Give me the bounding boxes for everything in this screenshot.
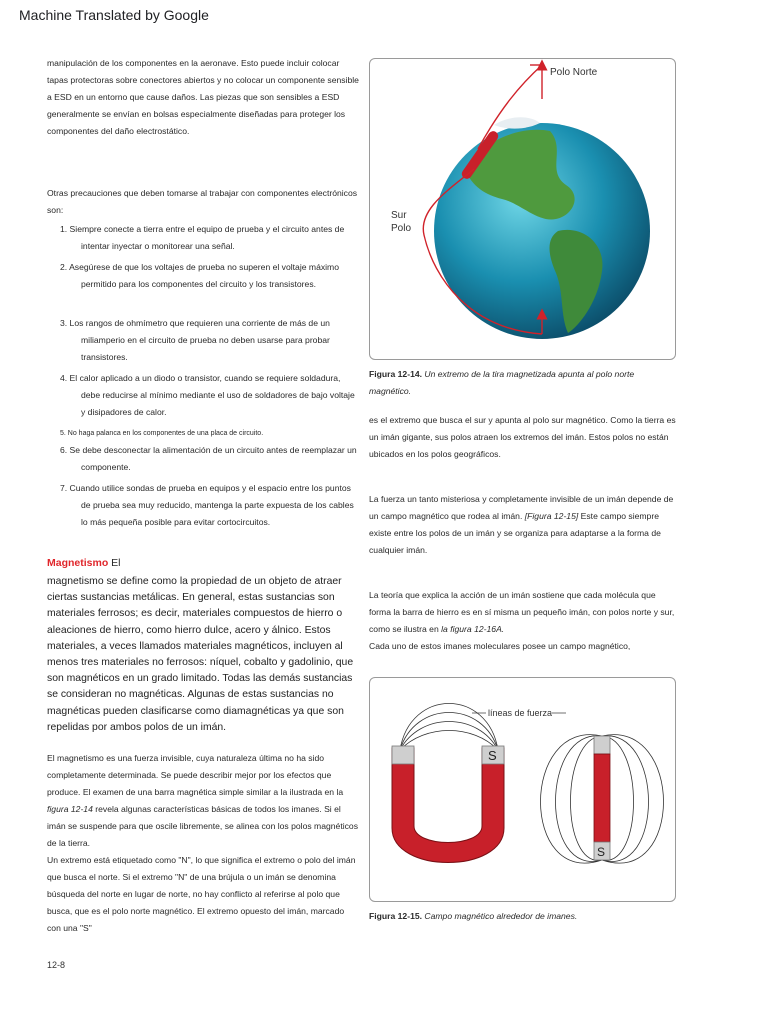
magnetism-section — [47, 555, 360, 736]
precautions-list — [47, 221, 360, 531]
horseshoe-s-label: S — [488, 748, 497, 763]
lines-of-force-label: líneas de fuerza — [488, 708, 553, 718]
bar-s-label: S — [597, 845, 606, 859]
figure-12-15 — [369, 677, 676, 902]
caption-text: Campo magnético alrededor de imanes. — [422, 911, 578, 921]
body2-text-a: El magnetismo es una fuerza invisible, cuya naturaleza última no ha sido completamente determinada. Se puede describir mejor por los efectos que produce. El examen de una barra magnética simple similar a la ilustrada en la — [47, 753, 344, 798]
figure-reference: la figura 12-16A. — [441, 624, 505, 634]
magnetism-paragraph: magnetismo se define como la propiedad de un objeto de atraer ciertas sustancias metálicas. En general, estas sustancias son materiales ferrosos; es decir, materiales compuestos de hierro o aleaciones de hierro, como hierro dulce, acero y álnico. Estos materiales, a veces llamados materiales magnéticos, incluyen al menos tres materiales no ferrosos: níquel, cobalto y gadolinio, que son magnéticos en un grado limitado. Todas las demás sustancias se consideran no magnéticas. Algunas de estas sustancias no magnéticas pueden clasificarse como diamagnéticas ya que son repelidas por ambos polos de un imán. — [47, 576, 354, 733]
p2-text-a: La fuerza un tanto misteriosa y completamente invisible de un imán depende de un campo magnético que rodea al imán. — [369, 494, 674, 521]
globe-illustration — [370, 59, 675, 359]
north-pole-label: Polo Norte — [550, 67, 598, 78]
right-column — [369, 58, 676, 925]
section-title: Magnetismo — [47, 557, 109, 569]
figure-reference: figura 12-14 — [47, 804, 93, 815]
list-item: 3. Los rangos de ohmímetro que requieren una corriente de más de un miliamperio en el circuito de prueba no deben usarse para probar transistores. — [60, 318, 330, 362]
list-item: 1. Siempre conecte a tierra entre el equipo de prueba y el circuito antes de intentar inyectar o monitorear una señal. — [60, 224, 345, 251]
section-first-word: El — [108, 557, 121, 569]
body-paragraph-3: Un extremo está etiquetado como "N", lo que significa el extremo o polo del imán que busca el norte. Si el extremo "N" de una brújula o un imán se denomina búsqueda del norte en lugar de norte, no hay conflicto al referirse al polo que busca, que es el polo norte magnético. El extremo opuesto del imán, marcado con una "S" — [47, 855, 356, 934]
caption-number: Figura 12-14. — [369, 369, 423, 379]
page-number: 12-8 — [47, 960, 66, 970]
list-item: 7. Cuando utilice sondas de prueba en equipos y el espacio entre los puntos de prueba sea muy reducido, mantenga la parte expuesta de los cables lo más pequeña posible para evitar cortocircuitos. — [60, 483, 354, 527]
caption-text: Un extremo de la tira magnetizada apunta al polo norte magnético. — [369, 369, 635, 396]
right-paragraph-3 — [369, 587, 676, 655]
figure-caption — [369, 366, 676, 400]
precautions-intro: Otras precauciones que deben tomarse al trabajar con componentes electrónicos son: — [47, 188, 358, 215]
body2-text-b: revela algunas características básicas de todos los imanes. Si el imán se suspende para que oscile libremente, se alinea con los polos magnéticos de la tierra. — [47, 804, 358, 849]
right-paragraph-1: es el extremo que busca el sur y apunta al polo sur magnético. Como la tierra es un imán gigante, sus polos atraen los extremos del imán. Estos polos no están ubicados en los polos geográficos. — [369, 415, 676, 459]
list-item: 6. Se debe desconectar la alimentación de un circuito antes de reemplazar un componente. — [60, 445, 357, 472]
p3-text-b: Cada uno de estos imanes moleculares posee un campo magnético, — [369, 641, 631, 651]
left-column — [47, 55, 360, 937]
magnets-illustration — [370, 678, 675, 901]
horseshoe-magnet — [392, 746, 504, 863]
list-item: 4. El calor aplicado a un diodo o transistor, cuando se requiere soldadura, debe reducirse al mínimo mediante el uso de soldadores de bajo voltaje y disipadores de calor. — [60, 373, 355, 417]
caption-number: Figura 12-15. — [369, 911, 423, 921]
south-pole-label-1: Sur — [391, 210, 407, 221]
body-paragraph-2 — [47, 750, 360, 852]
p2-text-b: Este campo siempre existe entre los polos de un imán y se organiza para adaptarse a la forma de cualquier imán. — [369, 511, 661, 555]
horseshoe-field-lines — [400, 704, 498, 751]
list-item: 2. Asegúrese de que los voltajes de prueba no superen el voltaje máximo permitido para los componentes del circuito y los transistores. — [60, 262, 339, 289]
figure-12-14 — [369, 58, 676, 360]
figure-caption — [369, 908, 676, 925]
figure-reference: [Figura 12-15] — [524, 511, 579, 521]
bar-magnet — [594, 736, 610, 860]
p3-text-a: La teoría que explica la acción de un imán sostiene que cada molécula que forma la barra de hierro es en sí misma un pequeño imán, con polos norte y sur, como se ilustra en — [369, 590, 675, 634]
right-paragraph-2 — [369, 491, 676, 559]
intro-paragraph: manipulación de los componentes en la aeronave. Esto puede incluir colocar tapas protectoras sobre conectores abiertos y no colocar un componente sensible a ESD en un entorno que cause daños. Las piezas que son sensibles a ESD generalmente se envían en bolsas especialmente diseñadas para proteger los componentes del daño electrostático. — [47, 58, 359, 136]
header-title: Machine Translated by Google — [19, 7, 209, 23]
list-item: 5. No haga palanca en los componentes de una placa de circuito. — [60, 430, 264, 437]
south-pole-label-2: Polo — [391, 223, 412, 234]
